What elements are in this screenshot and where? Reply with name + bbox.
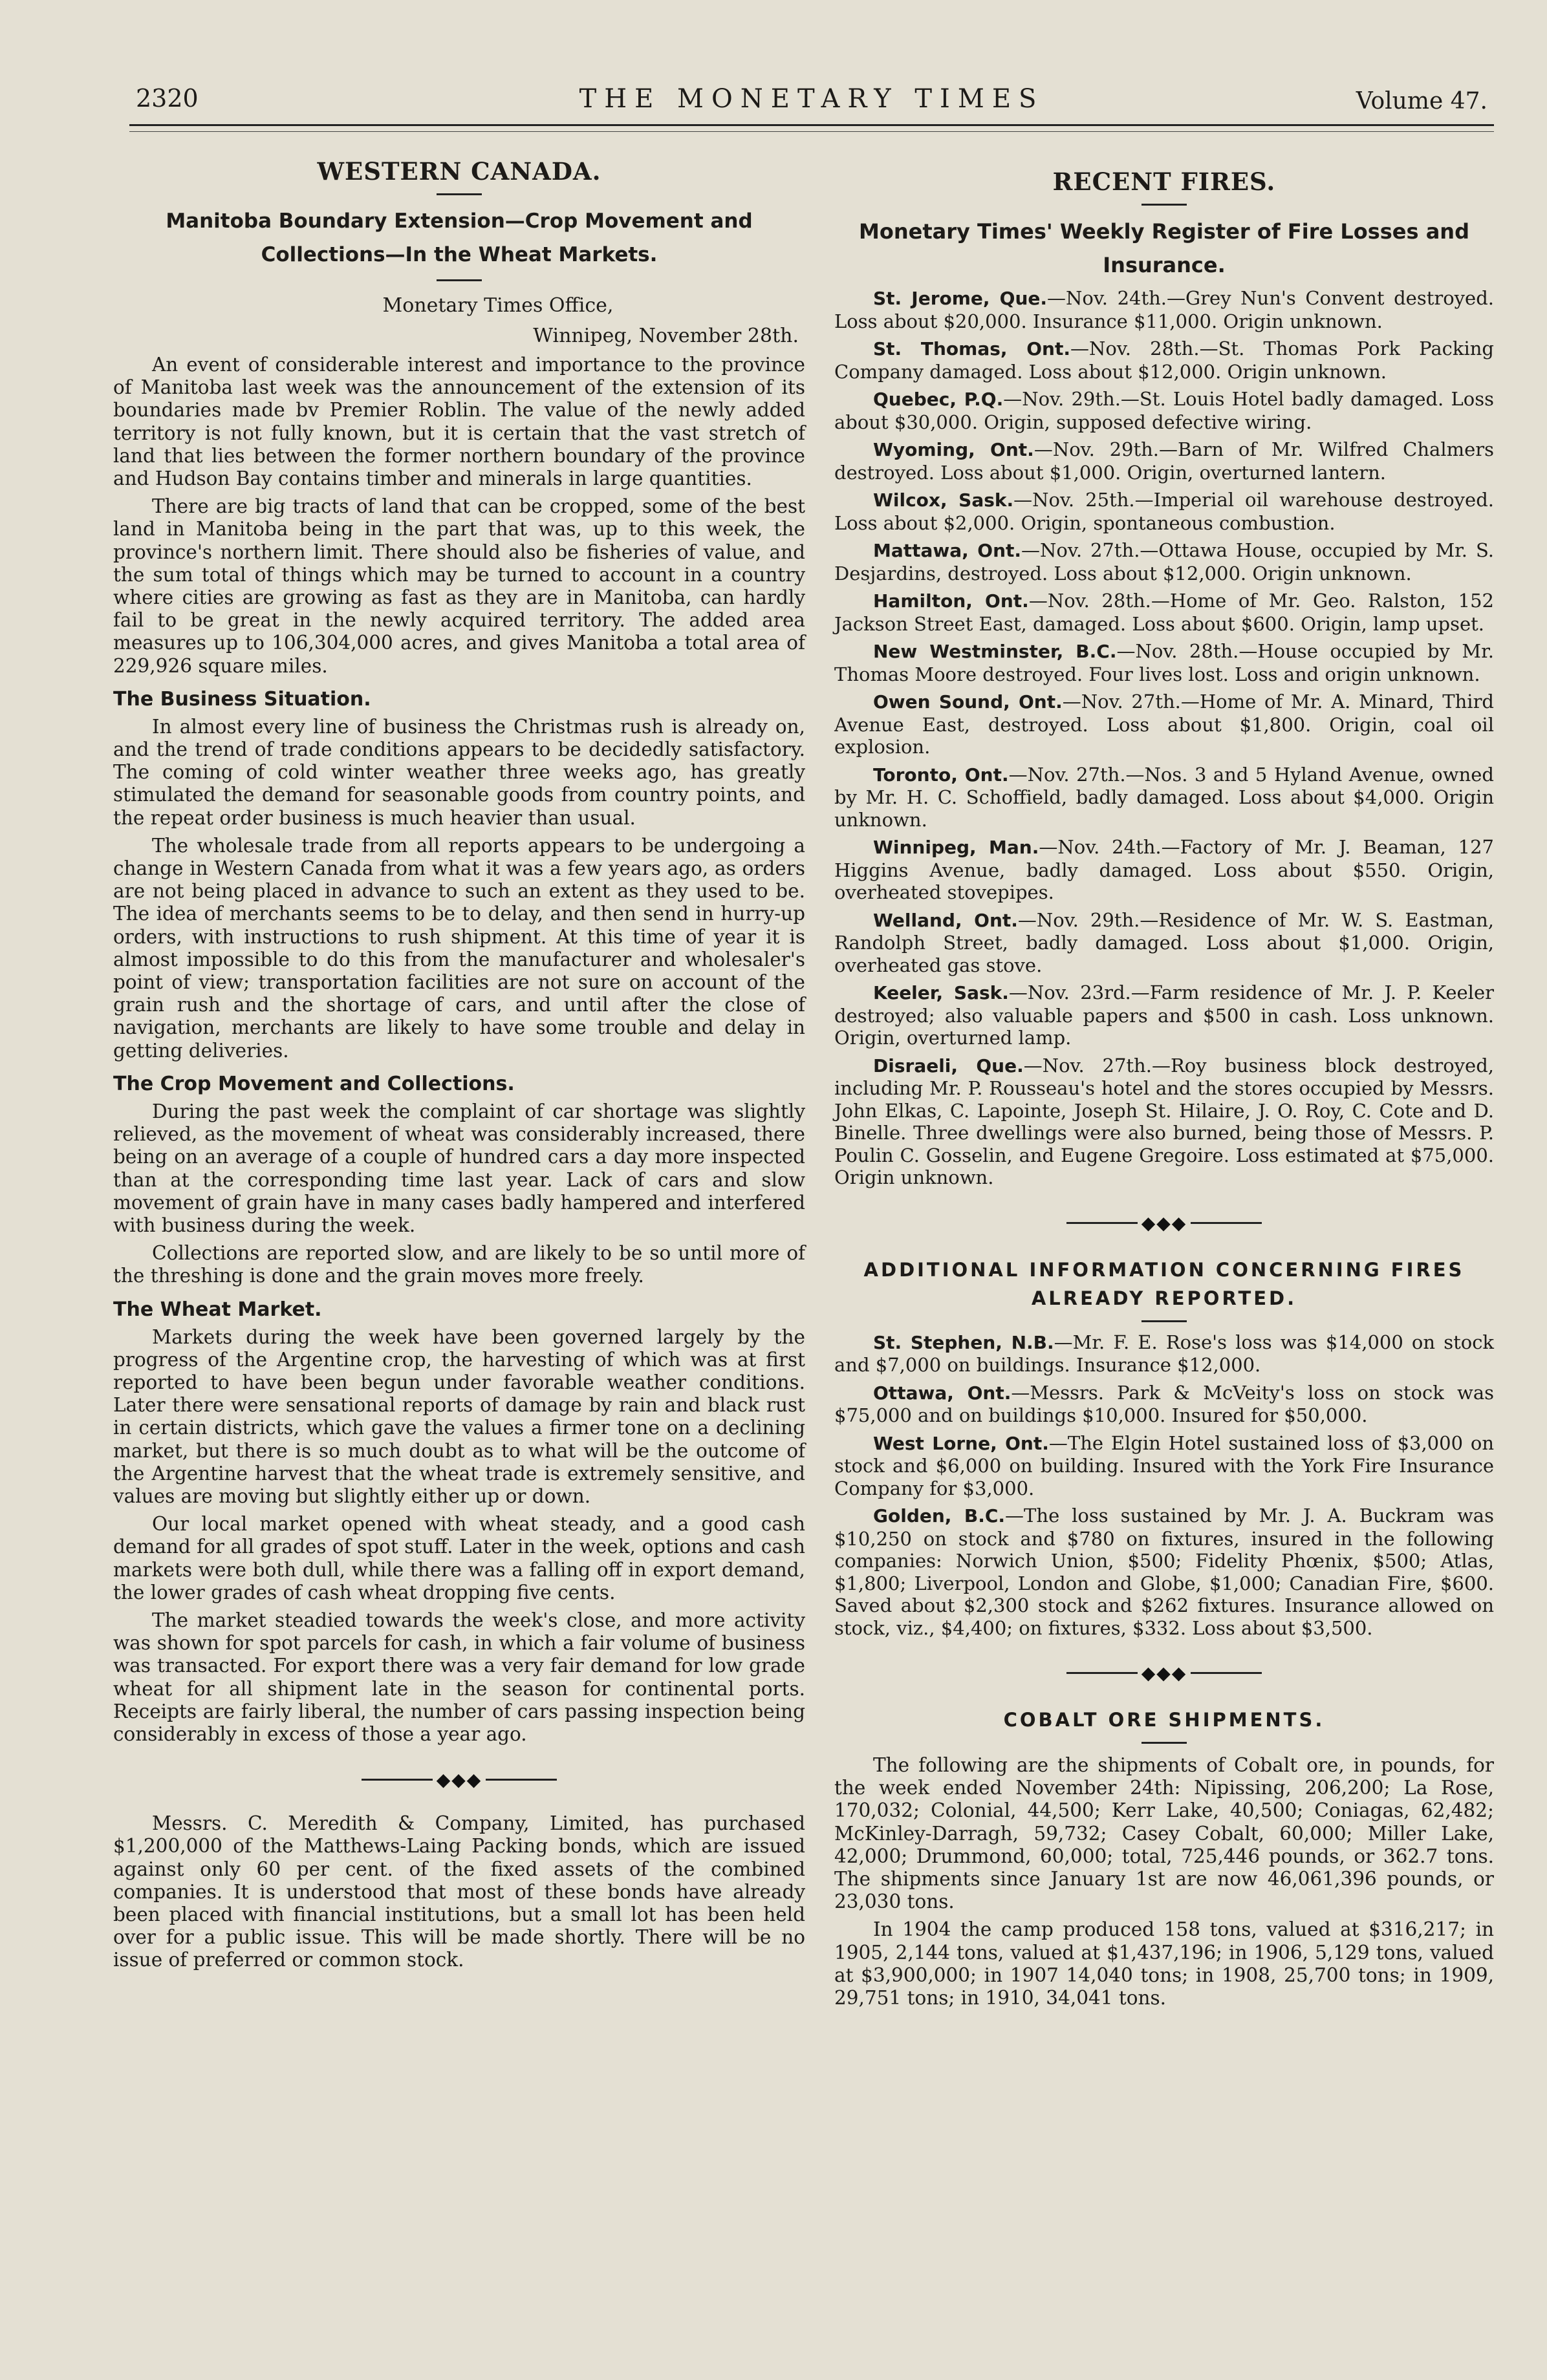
paragraph: There are big tracts of land that can be cropped, some of the best land in Manitoba being in the part that was, up to this week, the province's northern limit. There should also be fisheries of value, and the sum total of things which may be turned to account in a country where cities are growing as fast as they are in Manitoba, can hardly fail to be great in the newly acquired territory. The added area measures up to 106,304,000 acres, and gives Manitoba a total area of 229,926 square miles.: [113, 495, 805, 677]
fires-list: [834, 287, 1494, 1189]
entry-text: —Nov. 29th.—Residence of Mr. W. S. Eastman, Randolph Street, badly damaged. Loss about $1,000. Origin, overheated gas stove.: [834, 908, 1494, 976]
entry-text: —Nov. 28th.—St. Thomas Pork Packing Company damaged. Loss about $12,000. Origin unknown.: [834, 338, 1494, 383]
title-rule: [1141, 204, 1187, 206]
paragraph: Our local market opened with wheat steady, and a good cash demand for all grades of spot stuff. Later in the week, options and cash markets were both dull, while there was a falling off in export demand, the lower grades of cash wheat dropping five cents.: [113, 1513, 805, 1603]
entry-text: —Nov. 27th.—Ottawa House, occupied by Mr. S. Desjardins, destroyed. Loss about $12,000. Origin unknown.: [834, 539, 1495, 584]
entry-text: —The Elgin Hotel sustained loss of $3,000 on stock and $6,000 on building. Insured with the York Fire Insurance Company for $3,000.: [834, 1431, 1494, 1499]
header-rule-thick: [129, 124, 1494, 126]
section-heading-business: The Business Situation.: [113, 687, 371, 711]
western-canada-subtitle: Manitoba Boundary Extension—Crop Movement and Collections—In the Wheat Markets.: [166, 209, 753, 266]
page-header: [136, 84, 1488, 123]
title-rule: [1141, 1320, 1187, 1322]
western-canada-title: WESTERN CANADA.: [317, 157, 601, 186]
place-name: West Lorne, Ont.: [873, 1432, 1049, 1454]
entry-text: —Nov. 28th.—Home of Mr. Geo. Ralston, 152 Jackson Street East, damaged. Loss about $600. Origin, lamp upset.: [834, 590, 1494, 635]
entry-text: —Nov. 28th.—House occupied by Mr. Thomas Moore destroyed. Four lives lost. Loss and origin unknown.: [834, 640, 1494, 685]
entry-text: —Nov. 23rd.—Farm residence of Mr. J. P. Keeler destroyed; also valuable papers and $500 in cash. Loss unknown. Origin, overturned lamp.: [834, 981, 1494, 1049]
paragraph: The wholesale trade from all reports appears to be undergoing a change in Western Canada from what it was a few years ago, as orders are not being placed in advance to such an extent as they used to be. The idea of merchants seems to be to delay, and then send in hurry-up orders, with instructions to rush shipment. At this time of year it is almost impossible to do this from the manufacturer and wholesaler's point of view; transportation facilities are not sure on account of the grain rush and the shortage of cars, and until after the close of navigation, merchants are likely to have some trouble and delay in getting deliveries.: [113, 834, 805, 1062]
masthead-title: THE MONETARY TIMES: [579, 84, 1044, 114]
subtitle-rule: [437, 279, 482, 281]
title-rule: [1141, 1742, 1187, 1744]
right-column: [834, 145, 1494, 2010]
fire-entry: [834, 338, 1494, 383]
ornament-divider: ◆◆◆: [113, 1768, 805, 1790]
place-name: Winnipeg, Man.: [873, 837, 1039, 858]
cobalt-title: COBALT ORE SHIPMENTS.: [1003, 1709, 1325, 1731]
place-name: Wyoming, Ont.: [873, 439, 1034, 460]
fire-entry: [834, 836, 1494, 904]
section-heading-crop: The Crop Movement and Collections.: [113, 1072, 515, 1095]
entry-text: —Messrs. Park & McVeity's loss on stock was $75,000 and on buildings $10,000. Insured for $50,000.: [834, 1381, 1494, 1426]
additional-entry: [834, 1382, 1494, 1427]
ornament-divider: ◆◆◆: [834, 1661, 1494, 1684]
entry-text: —Nov. 25th.—Imperial oil warehouse destroyed. Loss about $2,000. Origin, spontaneous combustion.: [834, 489, 1494, 534]
place-name: Disraeli, Que.: [873, 1055, 1024, 1077]
fire-entry: [834, 287, 1494, 332]
entry-text: —Nov. 24th.—Factory of Mr. J. Beaman, 127 Higgins Avenue, badly damaged. Loss about $550. Origin, overheated stovepipes.: [834, 836, 1494, 903]
entry-text: —Nov. 27th.—Home of Mr. A. Minard, Third Avenue East, destroyed. Loss about $1,800. Origin, coal oil explosion.: [834, 691, 1494, 758]
paragraph: The following are the shipments of Cobalt ore, in pounds, for the week ended November 24th: Nipissing, 206,200; La Rose, 170,032; Colonial, 44,500; Kerr Lake, 40,500; Coniagas, 62,482; McKinley-Darragh, 59,732; Casey Cobalt, 60,000; Miller Lake, 42,000; Drummond, 60,000; total, 725,446 pounds, or 362.7 tons. The shipments since January 1st are now 46,061,396 pounds, or 23,030 tons.: [834, 1754, 1494, 1913]
entry-text: —Mr. F. E. Rose's loss was $14,000 on stock and $7,000 on buildings. Insurance $12,000.: [834, 1331, 1495, 1376]
additional-list: [834, 1331, 1494, 1640]
place-name: Keeler, Sask.: [873, 982, 1009, 1003]
place-name: New Westminster, B.C.: [873, 641, 1117, 662]
entry-text: —Nov. 27th.—Roy business block destroyed, including Mr. P. Rousseau's hotel and the stores occupied by Messrs. John Elkas, C. Lapointe, Joseph St. Hilaire, J. O. Roy, C. Cote and D. Binelle. Three dwellings were also burned, being those of Messrs. P. Poulin C. Gosselin, and Eugene Gregoire. Loss estimated at $75,000. Origin unknown.: [834, 1054, 1494, 1188]
place-name: Quebec, P.Q.: [873, 389, 1004, 410]
place-name: Ottawa, Ont.: [873, 1382, 1012, 1404]
paragraph-meredith: Messrs. C. Meredith & Company, Limited, has purchased $1,200,000 of the Matthews-Laing Packing bonds, which are issued against only 60 per cent. of the fixed assets of the combined companies. It is understood that most of these bonds have already been placed with financial institutions, but a small lot has been held over for a public issue. This will be made shortly. There will be no issue of preferred or common stock.: [113, 1812, 805, 1971]
paragraph: An event of considerable interest and importance to the province of Manitoba last week was the announcement of the extension of its boundaries made bv Premier Roblin. The value of the newly added territory is not fully known, but it is certain that the vast stretch of land that lies between the former northern boundary of the province and Hudson Bay contains timber and minerals in large quantities.: [113, 354, 805, 490]
entry-text: —Nov. 24th.—Grey Nun's Convent destroyed. Loss about $20,000. Insurance $11,000. Origin unknown.: [834, 287, 1495, 332]
entry-text: —Nov. 29th.—St. Louis Hotel badly damaged. Loss about $30,000. Origin, supposed defective wiring.: [834, 388, 1494, 433]
place-name: St. Jerome, Que.: [873, 288, 1048, 309]
fire-entry: [834, 764, 1494, 831]
section-heading-wheat: The Wheat Market.: [113, 1298, 322, 1321]
fire-entry: [834, 691, 1494, 758]
place-name: Wilcox, Sask.: [873, 489, 1014, 511]
dateline-place: Winnipeg, November 28th.: [533, 325, 799, 347]
fire-entry: [834, 438, 1494, 484]
left-column: [113, 145, 805, 1972]
volume-label: Volume 47.: [1356, 88, 1488, 114]
place-name: Golden, B.C.: [873, 1505, 1006, 1527]
fire-entry: [834, 909, 1494, 977]
place-name: Welland, Ont.: [873, 909, 1018, 931]
paragraph: Collections are reported slow, and are likely to be so until more of the threshing is done and the grain moves more freely.: [113, 1242, 805, 1287]
place-name: Hamilton, Ont.: [873, 590, 1029, 612]
dateline-office: Monetary Times Office,: [382, 294, 614, 317]
place-name: Mattawa, Ont.: [873, 540, 1022, 561]
additional-entry: [834, 1331, 1494, 1377]
additional-info-title: ADDITIONAL INFORMATION CONCERNING FIRES ALREADY REPORTED.: [863, 1258, 1465, 1309]
additional-entry: [834, 1432, 1494, 1500]
paragraph: In almost every line of business the Christmas rush is already on, and the trend of trade conditions appears to be decidedly satisfactory. The coming of cold winter weather three weeks ago, has greatly stimulated the demand for seasonable goods from country points, and the repeat order business is much heavier than usual.: [113, 715, 805, 829]
place-name: St. Thomas, Ont.: [873, 338, 1070, 359]
paragraph: Markets during the week have been governed largely by the progress of the Argentine crop, the harvesting of which was at first reported to have been begun under favorable weather conditions. Later there were sensational reports of damage by rain and black rust in certain districts, which gave the values a firmer tone on a declining market, but there is so much doubt as to what will be the outcome of the Argentine harvest that the wheat trade is extremely sensitive, and values are moving but slightly either up or down.: [113, 1325, 805, 1507]
fire-entry: [834, 590, 1494, 635]
fire-entry: [834, 539, 1494, 584]
header-rule-thin: [129, 131, 1494, 132]
fire-entry: [834, 388, 1494, 433]
entry-text: —The loss sustained by Mr. J. A. Buckram was $10,250 on stock and $780 on fixtures, insured in the following companies: Norwich Union, $500; Fidelity Phœnix, $500; Atlas, $1,800; Liverpool, London and Globe, $1,000; Canadian Fire, $600. Saved about $2,300 stock and $262 fixtures. Insurance allowed on stock, viz., $4,400; on fixtures, $332. Loss about $3,500.: [834, 1505, 1494, 1639]
recent-fires-subtitle: Monetary Times' Weekly Register of Fire Losses and Insurance.: [859, 219, 1469, 277]
entry-text: —Nov. 27th.—Nos. 3 and 5 Hyland Avenue, owned by Mr. H. C. Schoffield, badly damaged. Loss about $4,000. Origin unknown.: [834, 763, 1494, 831]
place-name: Toronto, Ont.: [873, 764, 1009, 786]
fire-entry: [834, 489, 1494, 534]
paragraph: During the past week the complaint of car shortage was slightly relieved, as the movement of wheat was considerably increased, there being on an average of a couple of hundred cars a day more inspected than at the corresponding time last year. Lack of cars and slow movement of grain have in many cases badly hampered and interfered with business during the week.: [113, 1100, 805, 1236]
fire-entry: [834, 981, 1494, 1049]
recent-fires-title: RECENT FIRES.: [1052, 167, 1276, 196]
title-rule: [437, 193, 482, 195]
entry-text: —Nov. 29th.—Barn of Mr. Wilfred Chalmers destroyed. Loss about $1,000. Origin, overturned lantern.: [834, 438, 1494, 484]
additional-entry: [834, 1505, 1494, 1639]
place-name: St. Stephen, N.B.: [873, 1331, 1054, 1353]
place-name: Owen Sound, Ont.: [873, 691, 1063, 713]
ornament-divider: ◆◆◆: [834, 1211, 1494, 1234]
paragraph: In 1904 the camp produced 158 tons, valued at $316,217; in 1905, 2,144 tons, valued at $1,437,196; in 1906, 5,129 tons, valued at $3,900,000; in 1907 14,040 tons; in 1908, 25,700 tons; in 1909, 29,751 tons; in 1910, 34,041 tons.: [834, 1918, 1494, 2010]
page-number: 2320: [136, 84, 199, 113]
paragraph: The market steadied towards the week's close, and more activity was shown for spot parcels for cash, in which a fair volume of business was transacted. For export there was a very fair demand for low grade wheat for all shipment late in the season for continental ports. Receipts are fairly liberal, the number of cars passing inspection being considerably in excess of those a year ago.: [113, 1609, 805, 1745]
fire-entry: [834, 1055, 1494, 1189]
fire-entry: [834, 640, 1494, 685]
